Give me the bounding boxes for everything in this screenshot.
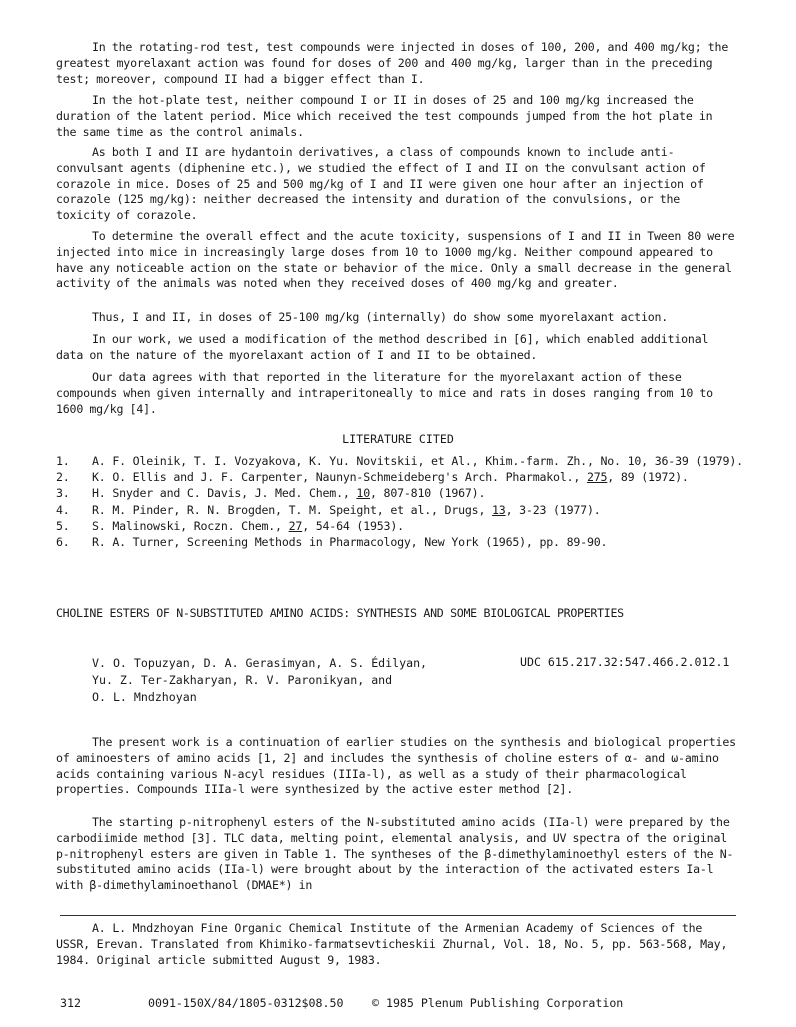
reference-text: R. M. Pinder, R. N. Brogden, T. M. Speight, et al., Drugs, xyxy=(92,502,493,517)
reference-text: A. F. Oleinik, T. I. Vozyakova, K. Yu. Novitskii, et Al., Khim.-farm. Zh., No. 10, 36-39 (1979). xyxy=(92,454,743,468)
reference-pages: , 3-23 (1977). xyxy=(505,502,601,517)
paragraph-our-work: In our work, we used a modification of the method described in [6], which enabled additional data on the nature of the myorelaxant action of I and II to be obtained. xyxy=(56,332,709,362)
footnote-divider xyxy=(60,915,736,916)
article-code: 0091-150X/84/1805-0312$08.50 xyxy=(148,996,344,1010)
paragraph-introduction: The present work is a continuation of earlier studies on the synthesis and biological properties of aminoesters of amino acids [1, 2] and includes the synthesis of choline esters of α- and ω-amino acids containing various N-acyl residues (IIIa-l), as well as a study of their pharmacological properties. Compounds IIIa-l were synthesized by the active ester method [2]. xyxy=(56,735,736,797)
reference-item xyxy=(56,453,746,469)
reference-text: S. Malinowski, Roczn. Chem., xyxy=(92,518,289,533)
reference-item xyxy=(56,518,746,534)
reference-number: 2. xyxy=(56,470,70,485)
reference-number: 4. xyxy=(56,502,70,517)
reference-pages: , 54-64 (1953). xyxy=(302,518,404,533)
article-authors: V. O. Topuzyan, D. A. Gerasimyan, A. S. Édilyan, Yu. Z. Ter-Zakharyan, R. V. Paronikyan, and O. L. Mndzhoyan xyxy=(92,656,428,704)
reference-pages: , 807-810 (1967). xyxy=(369,486,486,501)
reference-volume: 27 xyxy=(288,518,303,533)
reference-item xyxy=(56,485,746,501)
reference-item xyxy=(56,502,746,518)
reference-item xyxy=(56,469,746,485)
paragraph-toxicity: To determine the overall effect and the acute toxicity, suspensions of I and II in Tween 80 were injected into mice in increasingly large doses from 10 to 1000 mg/kg. Neither compound appeared to have any noticeable action on the state or behavior of the mice. Only a small decrease in the general activity of the animals was noted when they received doses of 400 mg/kg and greater. xyxy=(56,229,735,291)
reference-pages: , 89 (1972). xyxy=(607,470,689,485)
reference-volume: 10 xyxy=(356,486,370,501)
copyright-notice: © 1985 Plenum Publishing Corporation xyxy=(372,996,624,1010)
reference-number: 5. xyxy=(56,518,70,533)
reference-list xyxy=(56,453,746,550)
literature-cited-heading: LITERATURE CITED xyxy=(342,432,454,446)
article-title: CHOLINE ESTERS OF N-SUBSTITUTED AMINO ACIDS: SYNTHESIS AND SOME BIOLOGICAL PROPERTIES xyxy=(56,606,624,620)
affiliation-footnote: A. L. Mndzhoyan Fine Organic Chemical Institute of the Armenian Academy of Sciences of the USSR, Erevan. Translated from Khimiko-farmatsevticheskii Zhurnal, Vol. 18, No. 5, pp. 563-568, May, 1984. Original article submitted August 9, 1983. xyxy=(56,921,728,967)
reference-text: K. O. Ellis and J. F. Carpenter, Naunyn-Schmeideberg's Arch. Pharmakol., xyxy=(92,470,587,485)
paragraph-hot-plate: In the hot-plate test, neither compound I or II in doses of 25 and 100 mg/kg increased the duration of the latent period. Mice which received the test compounds jumped from the hot plate in the same time as the control animals. xyxy=(56,93,713,139)
reference-text: H. Snyder and C. Davis, J. Med. Chem., xyxy=(92,486,357,501)
reference-number: 3. xyxy=(56,486,70,501)
reference-volume: 275 xyxy=(586,470,608,485)
reference-number: 6. xyxy=(56,535,70,550)
paragraph-hydantoin: As both I and II are hydantoin derivatives, a class of compounds known to include anti-convulsant agents (diphenine etc.), we studied the effect of I and II on the convulsant action of corazole in mice. Doses of 25 and 500 mg/kg of I and II were given one hour after an injection of corazole (125 mg/kg): neither decreased the intensity and duration of the convulsions, or the toxicity of corazole. xyxy=(56,145,706,223)
paragraph-thus: Thus, I and II, in doses of 25-100 mg/kg (internally) do show some myorelaxant action. xyxy=(92,310,669,324)
page-number: 312 xyxy=(60,996,81,1010)
reference-volume: 13 xyxy=(492,502,506,517)
udc-code: UDC 615.217.32:547.466.2.012.1 xyxy=(520,655,730,669)
paragraph-starting-esters: The starting p-nitrophenyl esters of the N-substituted amino acids (IIa-l) were prepared by the carbodiimide method [3]. TLC data, melting point, elemental analysis, and UV spectra of the original p-nitrophenyl esters are given in Table 1. The syntheses of the β-dimethylaminoethyl esters of the N-substituted amino acids (IIa-l) were brought about by the interaction of the activated esters Ia-l with β-dimethylaminoethanol (DMAE*) in xyxy=(56,815,734,893)
reference-text: R. A. Turner, Screening Methods in Pharmacology, New York (1965), pp. 89-90. xyxy=(92,535,608,550)
paragraph-our-data: Our data agrees with that reported in the literature for the myorelaxant action of these compounds when given internally and intraperitoneally to mice and rats in doses ranging from 10 to 1600 mg/kg [4]. xyxy=(56,370,713,416)
reference-number: 1. xyxy=(56,454,70,468)
reference-item xyxy=(56,534,746,550)
paragraph-rotating-rod: In the rotating-rod test, test compounds were injected in doses of 100, 200, and 400 mg/kg; the greatest myorelaxant action was found for doses of 200 and 400 mg/kg, larger than in the preceding test; moreover, compound II had a bigger effect than I. xyxy=(56,40,729,86)
